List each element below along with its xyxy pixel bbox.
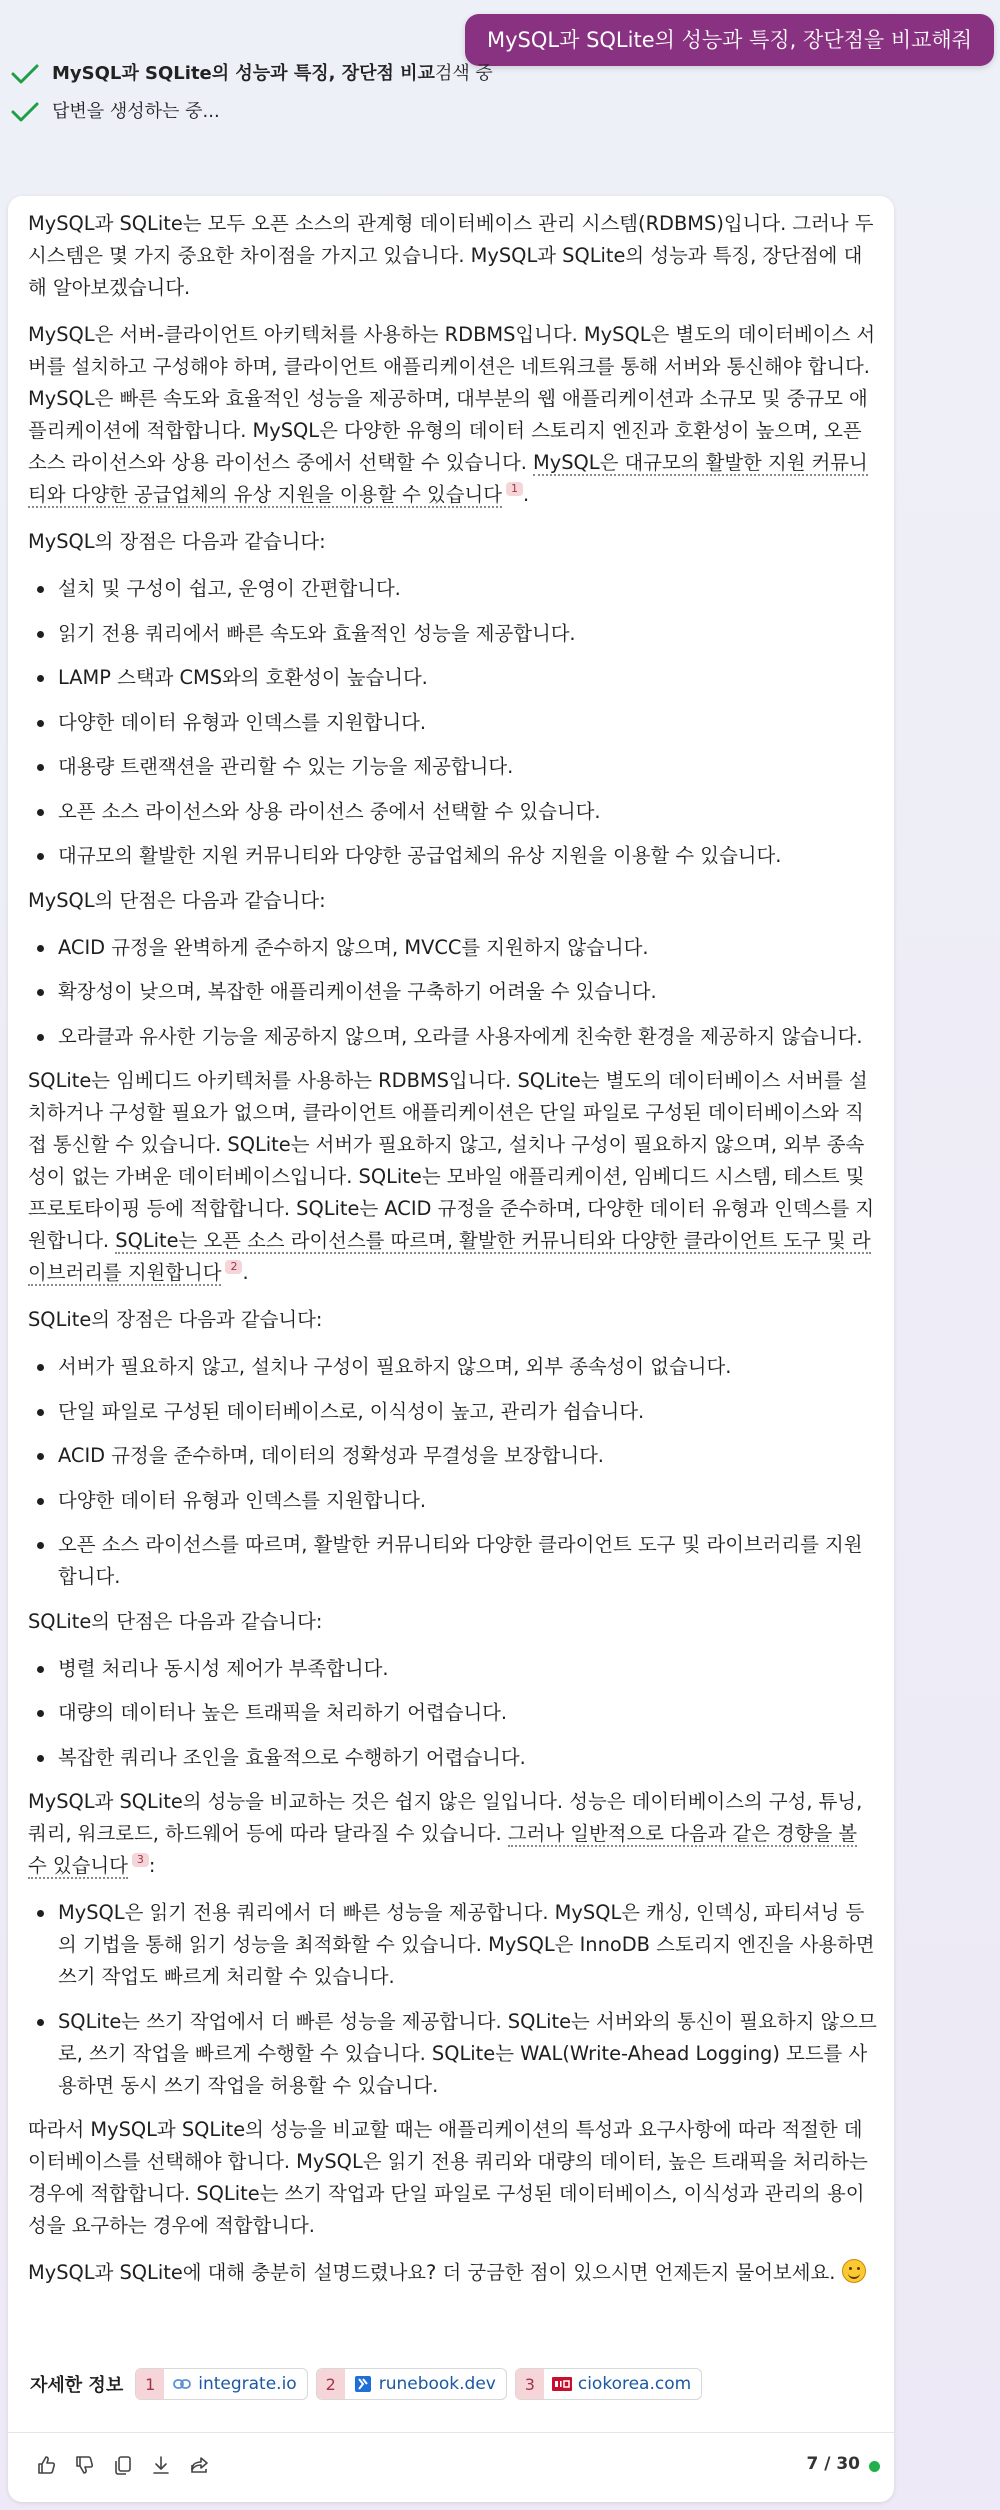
download-icon[interactable] [142, 2446, 180, 2484]
list-item: SQLite는 쓰기 작업에서 더 빠른 성능을 제공합니다. SQLite는 서버와의 통신이 필요하지 않으므로, 쓰기 작업을 빠르게 수행할 수 있습니다. SQLite는 WAL(Write-Ahead Logging) 모드를 사용하면 동시 쓰기 작업을 허용할 수 있습니다. [28, 2006, 878, 2102]
mysql-desc-text: MySQL은 서버-클라이언트 아키텍처를 사용하는 RDBMS입니다. MySQL은 별도의 데이터베이스 서버를 설치하고 구성해야 하며, 클라이언트 애플리케이션은 네트워크를 통해 서버와 통신해야 합니다. MySQL은 빠른 속도와 효율적인 성능을 제공하며, 대부분의 웹 애플리케이션과 소규모 및 중규모 애플리케이션에 적합합니다. MySQL은 다양한 유형의 데이터 스토리지 엔진과 호환성이 높으며, 오픈 소스 라이선스와 상용 라이선스 중에서 선택할 수 있습니다. [28, 323, 876, 474]
list-item: 확장성이 낮으며, 복잡한 애플리케이션을 구축하기 어려울 수 있습니다. [28, 976, 878, 1008]
response-counter: 7 / 30 [806, 2454, 860, 2474]
thumbs-up-icon[interactable] [28, 2446, 66, 2484]
performance-list [28, 1897, 878, 2102]
list-item: 설치 및 구성이 쉽고, 운영이 간편합니다. [28, 573, 878, 605]
reference-link-3[interactable] [515, 2368, 702, 2400]
references-bar [30, 2368, 710, 2400]
status-dot-icon [869, 2461, 880, 2472]
list-item: 오픈 소스 라이선스와 상용 라이선스 중에서 선택할 수 있습니다. [28, 796, 878, 828]
mysql-description: MySQL은 서버-클라이언트 아키텍처를 사용하는 RDBMS입니다. MySQL은 별도의 데이터베이스 서버를 설치하고 구성해야 하며, 클라이언트 애플리케이션은 네트워크를 통해 서버와 통신해야 합니다. MySQL은 빠른 속도와 효율적인 성능을 제공하며, 대부분의 웹 애플리케이션과 소규모 및 중규모 애플리케이션에 적합합니다. MySQL은 다양한 유형의 데이터 스토리지 엔진과 호환성이 높으며, 오픈 소스 라이선스와 상용 라이선스 중에서 선택할 수 있습니다. MySQL은 대규모의 활발한 지원 커뮤니티와 다양한 공급업체의 유상 지원을 이용할 수 있습니다 1 . [28, 323, 876, 506]
list-item: 읽기 전용 쿼리에서 빠른 속도와 효율적인 성능을 제공합니다. [28, 618, 878, 650]
intro-paragraph: MySQL과 SQLite는 모두 오픈 소스의 관계형 데이터베이스 관리 시스템(RDBMS)입니다. 그러나 두 시스템은 몇 가지 중요한 차이점을 가지고 있습니다. MySQL과 SQLite의 성능과 특징, 장단점에 대해 알아보겠습니다. [28, 212, 874, 299]
sqlite-desc-text: SQLite는 임베디드 아키텍처를 사용하는 RDBMS입니다. SQLite는 별도의 데이터베이스 서버를 설치하거나 구성할 필요가 없으며, 클라이언트 애플리케이션은 단일 파일로 구성된 데이터베이스와 직접 통신할 수 있습니다. SQLite는 서버가 필요하지 않고, 설치나 구성이 필요하지 않으며, 외부 종속성이 없는 가벼운 데이터베이스입니다. SQLite는 모바일 애플리케이션, 임베디드 시스템, 테스트 및 프로토타이핑 등에 적합합니다. SQLite는 ACID 규정을 준수하며, 다양한 데이터 유형과 인덱스를 지원합니다. [28, 1069, 875, 1252]
mysql-pros-list [28, 573, 878, 872]
closing-paragraph [28, 2257, 878, 2289]
thumbs-down-icon[interactable] [66, 2446, 104, 2484]
list-item: 오픈 소스 라이선스를 따르며, 활발한 커뮤니티와 다양한 클라이언트 도구 및 라이브러리를 지원합니다. [28, 1529, 878, 1593]
response-card [8, 196, 894, 2502]
citation-text[interactable]: SQLite는 오픈 소스 라이선스를 따르며, 활발한 커뮤니티와 다양한 클라이언트 도구 및 라이브러리를 지원합니다 [28, 1229, 871, 1284]
performance-description: MySQL과 SQLite의 성능을 비교하는 것은 쉽지 않은 일입니다. 성능은 데이터베이스의 구성, 튜닝, 쿼리, 워크로드, 하드웨어 등에 따라 달라질 수 있습니다. 그러나 일반적으로 다음과 같은 경향을 볼 수 있습니다 3 : [28, 1790, 863, 1877]
reference-number: 2 [317, 2369, 345, 2399]
list-item: 다양한 데이터 유형과 인덱스를 지원합니다. [28, 707, 878, 739]
list-item: LAMP 스택과 CMS와의 호환성이 높습니다. [28, 662, 878, 694]
list-item: ACID 규정을 준수하며, 데이터의 정확성과 무결성을 보장합니다. [28, 1440, 878, 1472]
runebook-logo-icon [353, 2374, 373, 2394]
citation-badge[interactable]: 1 [506, 482, 523, 496]
list-item: 다양한 데이터 유형과 인덱스를 지원합니다. [28, 1485, 878, 1517]
action-toolbar [28, 2446, 218, 2484]
list-item: 단일 파일로 구성된 데이터베이스로, 이식성이 높고, 관리가 쉽습니다. [28, 1396, 878, 1428]
search-status-suffix: 검색 중 [434, 63, 493, 84]
copy-icon[interactable] [104, 2446, 142, 2484]
generating-text: 답변을 생성하는 중... [52, 101, 220, 122]
perf-desc-text: MySQL과 SQLite의 성능을 비교하는 것은 쉽지 않은 일입니다. 성능은 데이터베이스의 구성, 튜닝, 쿼리, 워크로드, 하드웨어 등에 따라 달라질 수 있습니다. [28, 1790, 863, 1845]
check-icon [10, 100, 40, 124]
mysql-cons-list [28, 932, 878, 1053]
list-item: 서버가 필요하지 않고, 설치나 구성이 필요하지 않으며, 외부 종속성이 없습니다. [28, 1351, 878, 1383]
list-item: 대량의 데이터나 높은 트래픽을 처리하기 어렵습니다. [28, 1697, 878, 1729]
list-item: ACID 규정을 완벽하게 준수하지 않으며, MVCC를 지원하지 않습니다. [28, 932, 878, 964]
list-item: 복잡한 쿼리나 조인을 효율적으로 수행하기 어렵습니다. [28, 1742, 878, 1774]
link-icon [172, 2374, 192, 2394]
conclusion-paragraph: 따라서 MySQL과 SQLite의 성능을 비교할 때는 애플리케이션의 특성과 요구사항에 따라 적절한 데이터베이스를 선택해야 합니다. MySQL은 읽기 전용 쿼리와 대량의 데이터, 높은 트래픽을 처리하는 경우에 적합합니다. SQLite는 쓰기 작업과 단일 파일로 구성된 데이터베이스, 이식성과 관리의 용이성을 요구하는 경우에 적합합니다. [28, 2118, 868, 2237]
citation-text[interactable]: MySQL은 대규모의 활발한 지원 커뮤니티와 다양한 공급업체의 유상 지원을 이용할 수 있습니다 [28, 451, 868, 506]
reference-domain: runebook.dev [378, 2374, 496, 2394]
sqlite-pros-heading: SQLite의 장점은 다음과 같습니다: [28, 1308, 323, 1331]
reference-link-2[interactable] [316, 2368, 507, 2400]
list-item: 병렬 처리나 동시성 제어가 부족합니다. [28, 1653, 878, 1685]
reference-number: 1 [136, 2369, 164, 2399]
check-icon [10, 62, 40, 86]
mysql-cons-heading: MySQL의 단점은 다음과 같습니다: [28, 888, 326, 912]
mysql-pros-heading: MySQL의 장점은 다음과 같습니다: [28, 530, 326, 553]
reference-number: 3 [516, 2369, 544, 2399]
reference-link-1[interactable] [135, 2368, 307, 2400]
search-query: MySQL과 SQLite의 성능과 특징, 장단점 비교 [52, 63, 435, 84]
list-item: 오라클과 유사한 기능을 제공하지 않으며, 오라클 사용자에게 친숙한 환경을 제공하지 않습니다. [28, 1021, 878, 1053]
citation-text[interactable]: 그러나 일반적으로 다음과 같은 경향을 볼 수 있습니다 [28, 1822, 858, 1877]
list-item: MySQL은 읽기 전용 쿼리에서 더 빠른 성능을 제공합니다. MySQL은 캐싱, 인덱싱, 파티셔닝 등의 기법을 통해 읽기 성능을 최적화할 수 있습니다. MySQL은 InnoDB 스토리지 엔진을 사용하면 쓰기 작업도 빠르게 처리할 수 있습니다. [28, 1897, 878, 1993]
sqlite-description: SQLite는 임베디드 아키텍처를 사용하는 RDBMS입니다. SQLite는 별도의 데이터베이스 서버를 설치하거나 구성할 필요가 없으며, 클라이언트 애플리케이션은 단일 파일로 구성된 데이터베이스와 직접 통신할 수 있습니다. SQLite는 서버가 필요하지 않고, 설치나 구성이 필요하지 않으며, 외부 종속성이 없는 가벼운 데이터베이스입니다. SQLite는 모바일 애플리케이션, 임베디드 시스템, 테스트 및 프로토타이핑 등에 적합합니다. SQLite는 ACID 규정을 준수하며, 다양한 데이터 유형과 인덱스를 지원합니다. SQLite는 오픈 소스 라이선스를 따르며, 활발한 커뮤니티와 다양한 클라이언트 도구 및 라이브러리를 지원합니다 2 . [28, 1069, 875, 1284]
status-searching [10, 62, 493, 86]
citation-badge[interactable]: 2 [225, 1260, 242, 1274]
closing-text: MySQL과 SQLite에 대해 충분히 설명드렸나요? 더 궁금한 점이 있으시면 언제든지 물어보세요. [28, 2261, 836, 2284]
reference-domain: ciokorea.com [577, 2374, 692, 2394]
references-label: 자세한 정보 [30, 2375, 124, 2396]
cio-logo-icon [552, 2374, 572, 2394]
sqlite-pros-list [28, 1351, 878, 1593]
user-message-bubble: MySQL과 SQLite의 성능과 특징, 장단점을 비교해줘 [465, 14, 994, 66]
sqlite-cons-list [28, 1653, 878, 1774]
sqlite-cons-heading: SQLite의 단점은 다음과 같습니다: [28, 1609, 323, 1633]
status-generating [10, 100, 220, 124]
response-content [28, 208, 878, 2304]
smile-emoji-icon [842, 2259, 866, 2283]
list-item: 대규모의 활발한 지원 커뮤니티와 다양한 공급업체의 유상 지원을 이용할 수 있습니다. [28, 840, 878, 872]
citation-badge[interactable]: 3 [132, 1853, 149, 1867]
reference-domain: integrate.io [198, 2374, 297, 2394]
divider [8, 2432, 894, 2433]
list-item: 대용량 트랜잭션을 관리할 수 있는 기능을 제공합니다. [28, 751, 878, 783]
share-icon[interactable] [180, 2446, 218, 2484]
